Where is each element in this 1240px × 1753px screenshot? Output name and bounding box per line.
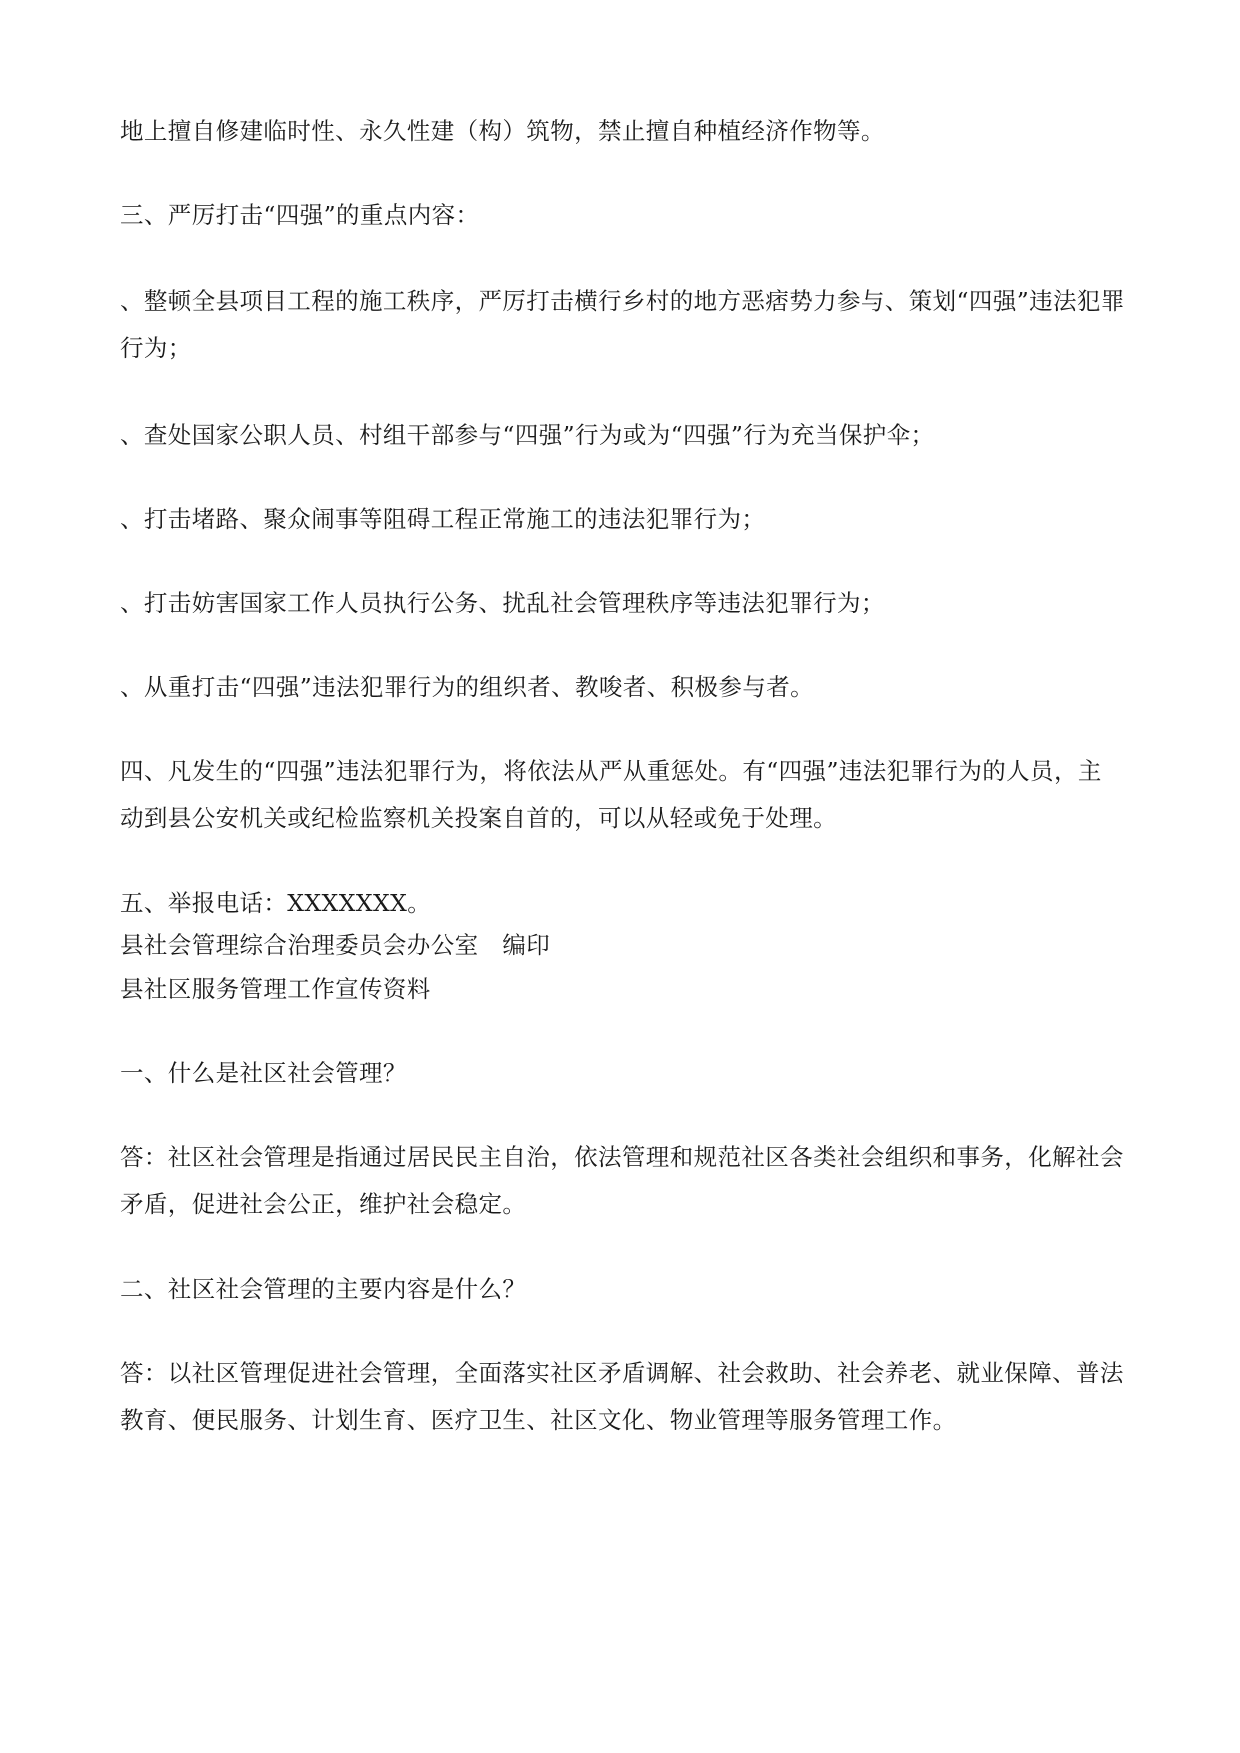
answer-one: 答：社区社会管理是指通过居民民主自治，依法管理和规范社区各类社会组织和事务，化解社会矛盾，促进社会公正，维护社会稳定。 xyxy=(120,1143,1124,1218)
list-item-obstruct-duties: 、打击妨害国家工作人员执行公务、扰乱社会管理秩序等违法犯罪行为； xyxy=(120,589,885,617)
paragraph-construction-ban: 地上擅自修建临时性、永久性建（构）筑物，禁止擅自种植经济作物等。 xyxy=(120,117,885,145)
heading-section-three: 三、严厉打击“四强”的重点内容： xyxy=(120,201,480,229)
paragraph-material-title: 县社区服务管理工作宣传资料 xyxy=(120,975,431,1003)
list-item-investigate-officials: 、查处国家公职人员、村组干部参与“四强”行为或为“四强”行为充当保护伞； xyxy=(120,421,935,449)
paragraph-section-four: 四、凡发生的“四强”违法犯罪行为，将依法从严从重惩处。有“四强”违法犯罪行为的人员，主动到县公安机关或纪检监察机关投案自首的，可以从轻或免于处理。 xyxy=(120,757,1102,832)
list-item-organizers: 、从重打击“四强”违法犯罪行为的组织者、教唆者、积极参与者。 xyxy=(120,673,815,701)
paragraph-report-phone: 五、举报电话：XXXXXXX。 xyxy=(120,889,432,917)
list-item-road-blocking: 、打击堵路、聚众闹事等阻碍工程正常施工的违法犯罪行为； xyxy=(120,505,766,533)
answer-two: 答：以社区管理促进社会管理，全面落实社区矛盾调解、社会救助、社会养老、就业保障、普法教育、便民服务、计划生育、医疗卫生、社区文化、物业管理等服务管理工作。 xyxy=(120,1359,1124,1434)
paragraph-publisher: 县社会管理综合治理委员会办公室 编印 xyxy=(120,931,551,959)
list-item-rectify-order: 、整顿全县项目工程的施工秩序，严厉打击横行乡村的地方恶痞势力参与、策划“四强”违法犯罪行为； xyxy=(120,287,1125,362)
question-one: 一、什么是社区社会管理？ xyxy=(120,1059,407,1087)
question-two: 二、社区社会管理的主要内容是什么？ xyxy=(120,1275,527,1303)
